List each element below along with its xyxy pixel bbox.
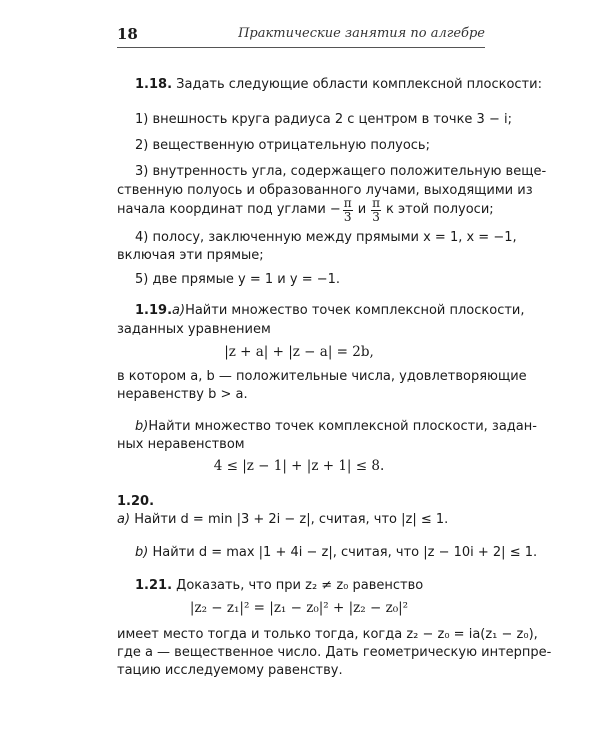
problem-number: 1.21. xyxy=(135,578,173,593)
fraction-denominator: 3 xyxy=(343,209,352,224)
problem-text: Найти множество точек комплексной плоскости, xyxy=(185,303,525,318)
equation-1-19-b: 4 ≤ |z − 1| + |z + 1| ≤ 8. xyxy=(213,458,385,474)
problem-1-20-number: 1.20. xyxy=(117,494,155,509)
running-title: Практические занятия по алгебре xyxy=(238,26,485,41)
problem-text: Найти d = min |3 + 2i − z|, считая, что |z| ≤ 1. xyxy=(134,512,449,527)
fraction-numerator: π xyxy=(343,195,352,210)
page-header xyxy=(117,25,485,49)
problem-1-21-line-3: где a — вещественное число. Дать геометрическую интерпре- xyxy=(117,645,552,660)
subitem-label: a) xyxy=(117,512,131,527)
text-segment: к этой полуоси; xyxy=(386,202,494,217)
subitem-label: a) xyxy=(172,303,186,318)
problem-1-21-line-4: тацию исследуемому равенству. xyxy=(117,663,343,678)
header-rule xyxy=(117,47,485,48)
fraction-pi-over-3 xyxy=(343,197,353,224)
problem-1-19-a-line-4: неравенству b > a. xyxy=(117,387,248,402)
problem-1-19-b-line-1 xyxy=(135,419,537,435)
equation-1-21: |z₂ − z₁|² = |z₁ − z₀|² + |z₂ − z₀|² xyxy=(189,600,409,616)
problem-number: 1.18. xyxy=(135,77,173,92)
problem-text: Найти множество точек комплексной плоскости, задан- xyxy=(148,419,537,434)
problem-1-19-a-line-2: заданных уравнением xyxy=(117,322,271,337)
page-number: 18 xyxy=(117,25,138,43)
fraction-pi-over-3 xyxy=(371,197,381,224)
problem-text: Доказать, что при z₂ ≠ z₀ равенство xyxy=(176,578,424,593)
problem-1-18-item-2: 2) вещественную отрицательную полуось; xyxy=(135,138,430,153)
problem-1-20-b xyxy=(135,545,537,561)
text-segment: начала координат под углами − xyxy=(117,202,341,217)
problem-1-18-item-3-line-2: ственную полуось и образованного лучами, выходящими из xyxy=(117,183,533,198)
fraction-numerator: π xyxy=(372,195,381,210)
problem-text: Задать следующие области комплексной плоскости: xyxy=(176,77,542,92)
subitem-label: b) xyxy=(135,419,149,434)
problem-1-18-intro xyxy=(135,77,542,93)
problem-1-18-item-3-line-3 xyxy=(117,195,494,225)
text-segment: и xyxy=(357,202,367,217)
problem-1-18-item-4-line-2: включая эти прямые; xyxy=(117,248,264,263)
fraction-denominator: 3 xyxy=(372,209,380,224)
problem-1-19-a-line-1 xyxy=(135,303,525,319)
equation-1-19-a: |z + a| + |z − a| = 2b, xyxy=(224,344,374,360)
problem-1-21-line-2: имеет место тогда и только тогда, когда z₂ − z₀ = ia(z₁ − z₀), xyxy=(117,627,538,642)
problem-1-18-item-1: 1) внешность круга радиуса 2 с центром в точке 3 − i; xyxy=(135,112,512,127)
problem-1-20-a xyxy=(117,512,448,528)
problem-1-18-item-4-line-1: 4) полосу, заключенную между прямыми x = 1, x = −1, xyxy=(135,230,517,245)
problem-1-19-b-line-2: ных неравенством xyxy=(117,437,245,452)
problem-text: Найти d = max |1 + 4i − z|, считая, что |z − 10i + 2| ≤ 1. xyxy=(152,545,538,560)
problem-1-18-item-3-line-1: 3) внутренность угла, содержащего положительную веще- xyxy=(135,164,547,179)
problem-1-18-item-5: 5) две прямые y = 1 и y = −1. xyxy=(135,272,341,287)
problem-1-21-line-1 xyxy=(135,578,423,594)
subitem-label: b) xyxy=(135,545,149,560)
problem-1-19-a-line-3: в котором a, b — положительные числа, удовлетворяющие xyxy=(117,369,527,384)
problem-number: 1.19. xyxy=(135,303,173,318)
